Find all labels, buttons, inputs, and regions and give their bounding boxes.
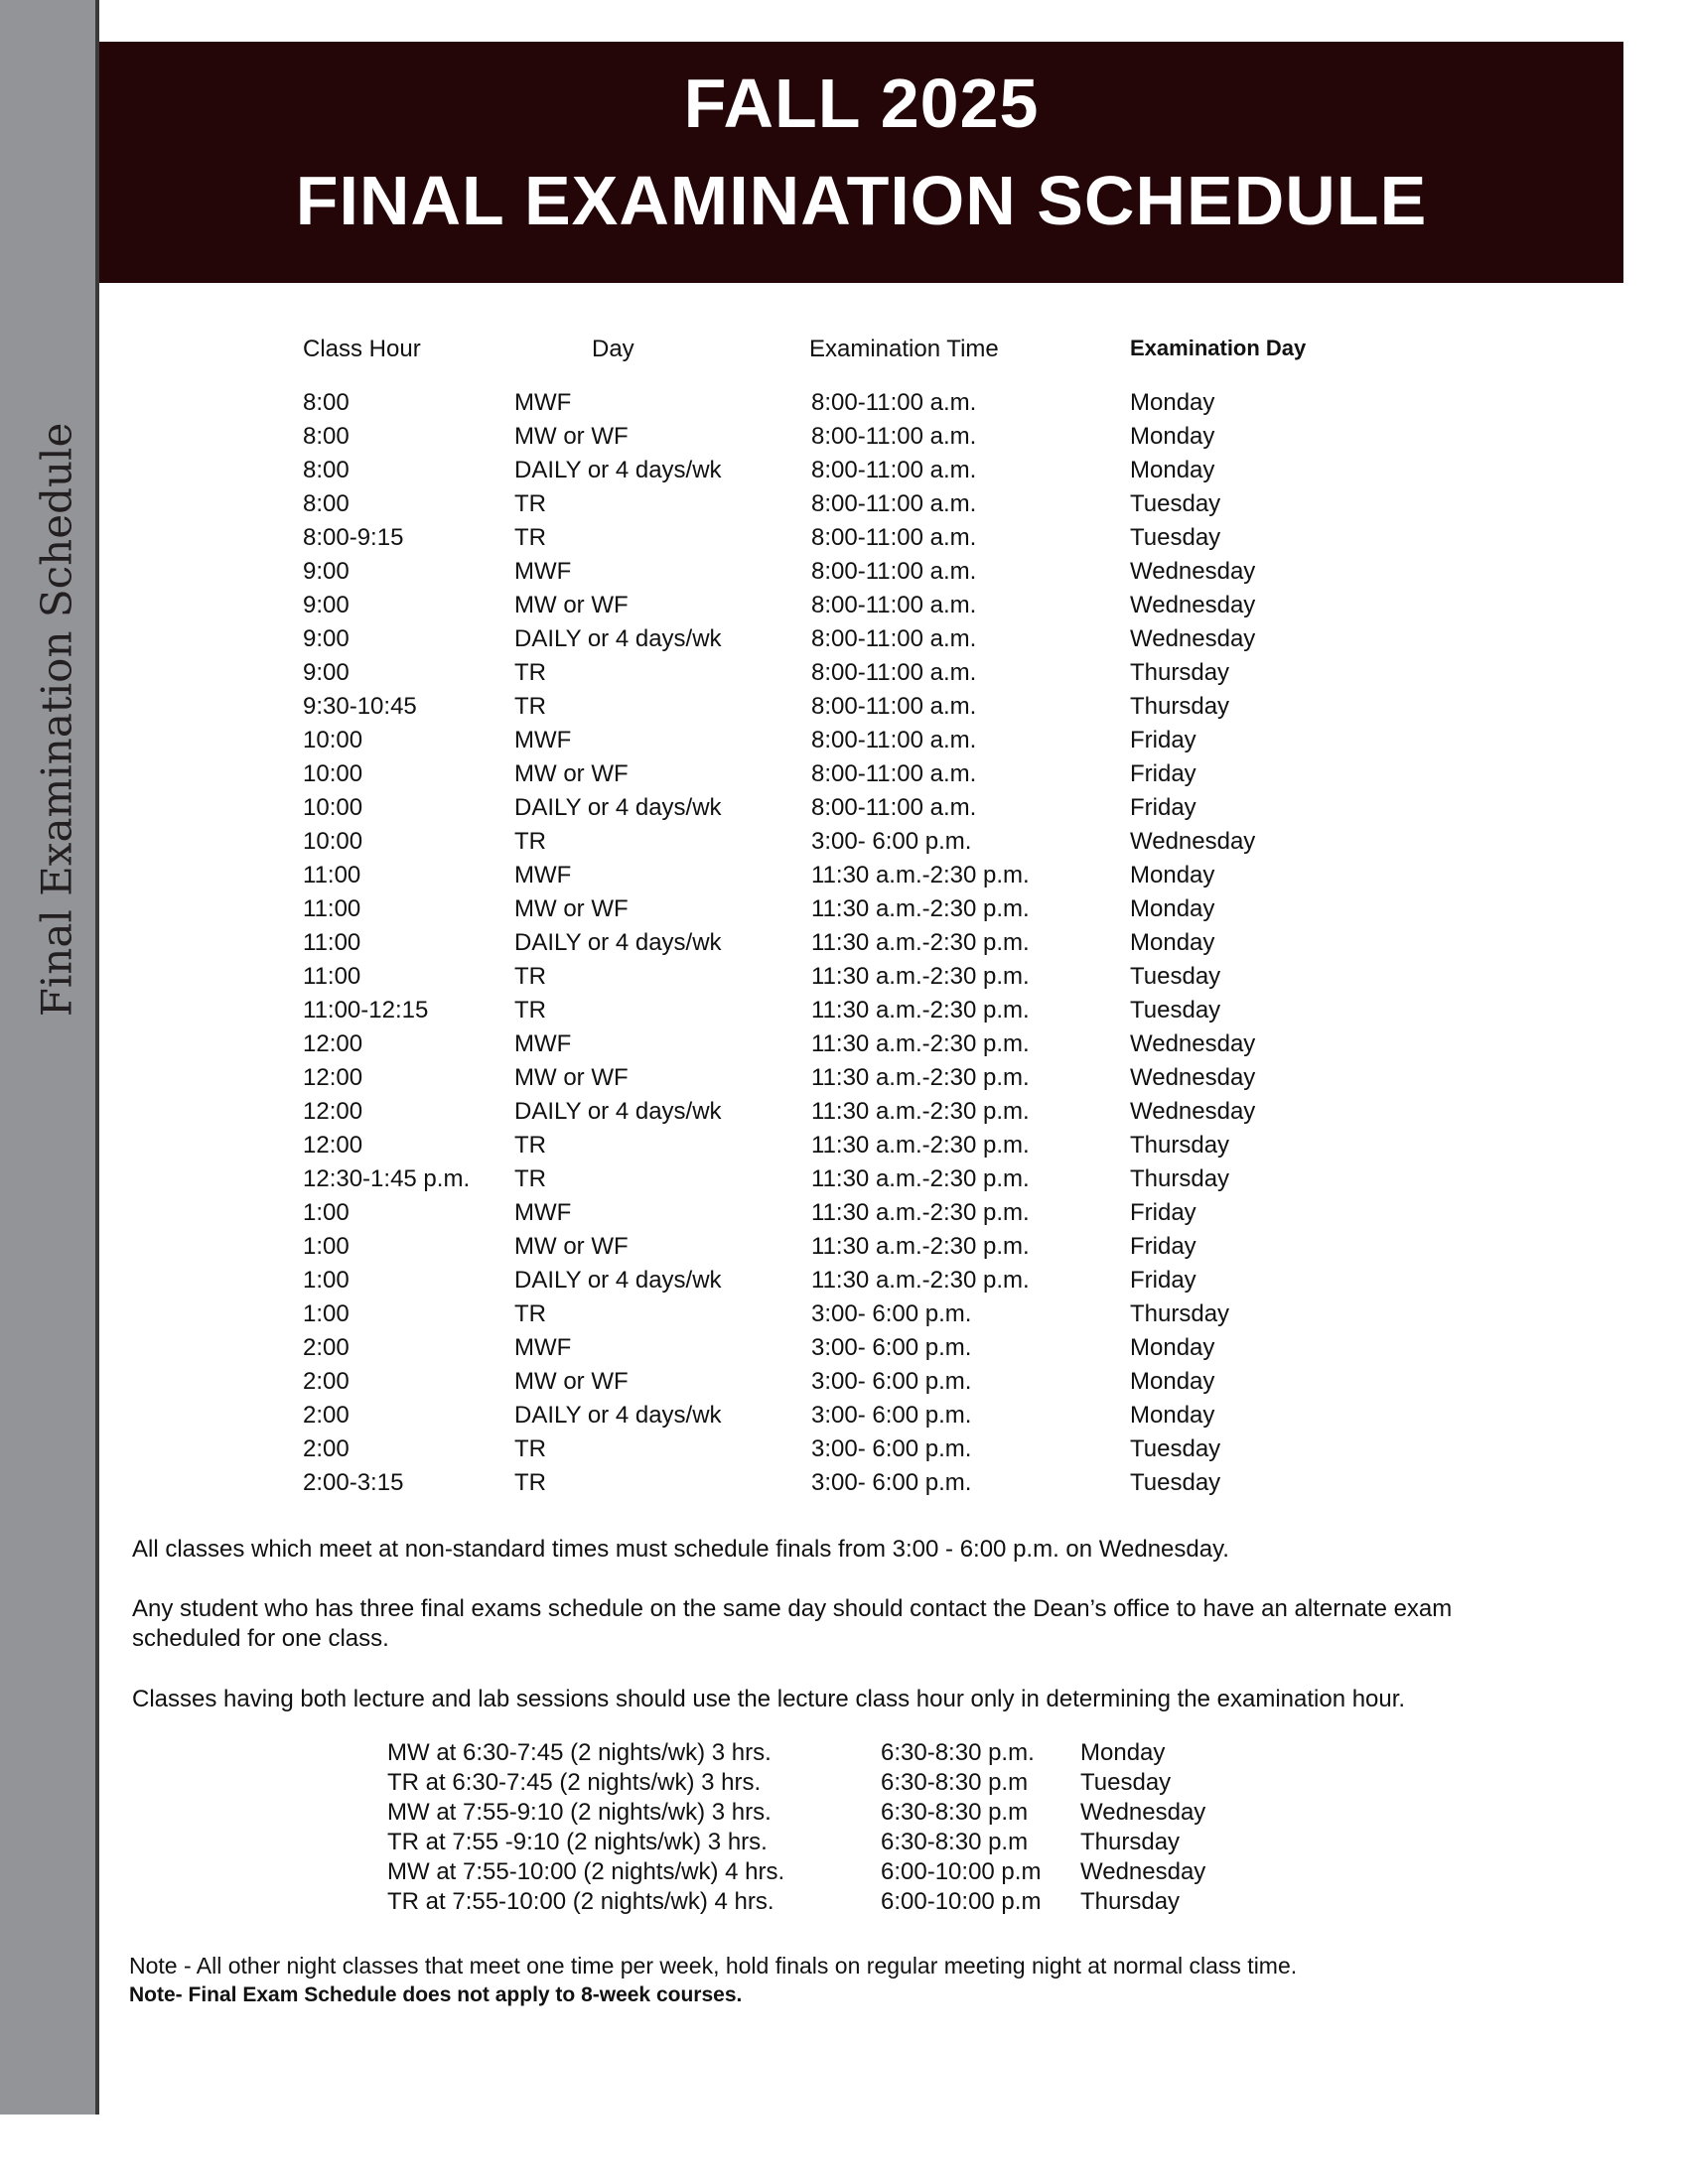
day-cell: TR xyxy=(514,1165,546,1192)
note-nonstandard: All classes which meet at non-standard times must schedule finals from 3:00 - 6:00 p.m. on Wednesday. xyxy=(132,1536,1229,1563)
class-hour-cell: 11:00 xyxy=(303,895,361,922)
header-exam-time: Examination Time xyxy=(809,336,999,362)
table-row xyxy=(0,760,1688,794)
day-cell: DAILY or 4 days/wk xyxy=(514,929,722,956)
exam-day-cell: Monday xyxy=(1130,1368,1215,1395)
night-class-cell: TR at 7:55-10:00 (2 nights/wk) 4 hrs. xyxy=(387,1888,774,1915)
page-title: FINAL EXAMINATION SCHEDULE xyxy=(295,162,1428,239)
table-row xyxy=(0,490,1688,524)
exam-day-cell: Thursday xyxy=(1130,659,1230,686)
class-hour-cell: 12:00 xyxy=(303,1098,363,1125)
table-row xyxy=(0,389,1688,423)
exam-day-cell: Monday xyxy=(1130,1334,1215,1361)
exam-time-cell: 8:00-11:00 a.m. xyxy=(811,592,977,618)
table-row xyxy=(0,659,1688,693)
exam-day-cell: Tuesday xyxy=(1130,490,1221,517)
class-hour-cell: 9:00 xyxy=(303,592,350,618)
exam-time-cell: 3:00- 6:00 p.m. xyxy=(811,1435,972,1462)
night-class-cell: MW at 6:30-7:45 (2 nights/wk) 3 hrs. xyxy=(387,1739,772,1766)
exam-time-cell: 3:00- 6:00 p.m. xyxy=(811,1334,972,1361)
exam-time-cell: 8:00-11:00 a.m. xyxy=(811,760,977,787)
exam-day-cell: Friday xyxy=(1130,1233,1196,1260)
class-hour-cell: 9:00 xyxy=(303,659,350,686)
exam-day-cell: Monday xyxy=(1130,423,1215,450)
class-hour-cell: 8:00 xyxy=(303,389,350,416)
class-hour-cell: 8:00-9:15 xyxy=(303,524,404,551)
night-row xyxy=(0,1888,1688,1918)
exam-time-cell: 8:00-11:00 a.m. xyxy=(811,693,977,720)
day-cell: DAILY or 4 days/wk xyxy=(514,457,722,483)
class-hour-cell: 11:00 xyxy=(303,862,361,888)
table-row xyxy=(0,828,1688,862)
exam-day-cell: Wednesday xyxy=(1130,1064,1256,1091)
table-row xyxy=(0,895,1688,929)
exam-day-cell: Tuesday xyxy=(1130,1435,1221,1462)
exam-day-cell: Monday xyxy=(1130,929,1215,956)
night-row xyxy=(0,1769,1688,1799)
class-hour-cell: 2:00 xyxy=(303,1334,350,1361)
table-row xyxy=(0,1030,1688,1064)
day-cell: MWF xyxy=(514,1030,572,1057)
night-row xyxy=(0,1829,1688,1858)
class-hour-cell: 1:00 xyxy=(303,1199,350,1226)
night-time-cell: 6:30-8:30 p.m. xyxy=(881,1739,1035,1766)
exam-time-cell: 11:30 a.m.-2:30 p.m. xyxy=(811,1199,1030,1226)
day-cell: MW or WF xyxy=(514,1368,629,1395)
exam-day-cell: Tuesday xyxy=(1130,963,1221,990)
night-time-cell: 6:00-10:00 p.m xyxy=(881,1888,1042,1915)
day-cell: MW or WF xyxy=(514,592,629,618)
exam-time-cell: 11:30 a.m.-2:30 p.m. xyxy=(811,895,1030,922)
night-row xyxy=(0,1799,1688,1829)
exam-time-cell: 11:30 a.m.-2:30 p.m. xyxy=(811,1267,1030,1294)
exam-day-cell: Monday xyxy=(1130,389,1215,416)
night-row xyxy=(0,1739,1688,1769)
class-hour-cell: 12:00 xyxy=(303,1064,363,1091)
exam-day-cell: Thursday xyxy=(1130,693,1230,720)
table-row xyxy=(0,1334,1688,1368)
table-row xyxy=(0,524,1688,558)
day-cell: DAILY or 4 days/wk xyxy=(514,794,722,821)
exam-time-cell: 11:30 a.m.-2:30 p.m. xyxy=(811,1132,1030,1159)
day-cell: MWF xyxy=(514,558,572,585)
exam-time-cell: 8:00-11:00 a.m. xyxy=(811,490,977,517)
class-hour-cell: 1:00 xyxy=(303,1267,350,1294)
exam-time-cell: 3:00- 6:00 p.m. xyxy=(811,1300,972,1327)
night-class-cell: MW at 7:55-9:10 (2 nights/wk) 3 hrs. xyxy=(387,1799,772,1826)
class-hour-cell: 12:00 xyxy=(303,1030,363,1057)
footer-note-8week: Note- Final Exam Schedule does not apply to 8-week courses. xyxy=(129,1983,743,2006)
exam-day-cell: Tuesday xyxy=(1130,1469,1221,1496)
night-class-cell: MW at 7:55-10:00 (2 nights/wk) 4 hrs. xyxy=(387,1858,785,1885)
page-title-term: FALL 2025 xyxy=(683,65,1040,142)
exam-day-cell: Friday xyxy=(1130,1199,1196,1226)
table-row xyxy=(0,1267,1688,1300)
day-cell: TR xyxy=(514,828,546,855)
class-hour-cell: 2:00 xyxy=(303,1402,350,1429)
day-cell: DAILY or 4 days/wk xyxy=(514,1267,722,1294)
day-cell: TR xyxy=(514,1469,546,1496)
class-hour-cell: 12:30-1:45 p.m. xyxy=(303,1165,471,1192)
exam-day-cell: Thursday xyxy=(1130,1132,1230,1159)
exam-day-cell: Thursday xyxy=(1130,1300,1230,1327)
table-row xyxy=(0,423,1688,457)
table-row xyxy=(0,794,1688,828)
exam-day-cell: Monday xyxy=(1130,457,1215,483)
class-hour-cell: 1:00 xyxy=(303,1233,350,1260)
class-hour-cell: 11:00-12:15 xyxy=(303,997,429,1024)
class-hour-cell: 8:00 xyxy=(303,457,350,483)
table-row xyxy=(0,997,1688,1030)
night-time-cell: 6:30-8:30 p.m xyxy=(881,1829,1029,1855)
night-class-cell: TR at 6:30-7:45 (2 nights/wk) 3 hrs. xyxy=(387,1769,762,1796)
table-row xyxy=(0,1132,1688,1165)
exam-day-cell: Friday xyxy=(1130,794,1196,821)
day-cell: MW or WF xyxy=(514,1233,629,1260)
table-row xyxy=(0,457,1688,490)
header-day: Day xyxy=(592,336,634,362)
class-hour-cell: 8:00 xyxy=(303,490,350,517)
table-row xyxy=(0,1165,1688,1199)
exam-time-cell: 8:00-11:00 a.m. xyxy=(811,423,977,450)
table-row xyxy=(0,625,1688,659)
class-hour-cell: 2:00 xyxy=(303,1368,350,1395)
exam-time-cell: 11:30 a.m.-2:30 p.m. xyxy=(811,997,1030,1024)
exam-time-cell: 3:00- 6:00 p.m. xyxy=(811,1469,972,1496)
note-lecture-lab: Classes having both lecture and lab sessions should use the lecture class hour only in determining the examination hour. xyxy=(132,1686,1406,1712)
exam-time-cell: 3:00- 6:00 p.m. xyxy=(811,1368,972,1395)
day-cell: TR xyxy=(514,997,546,1024)
day-cell: MWF xyxy=(514,727,572,753)
day-cell: MW or WF xyxy=(514,895,629,922)
header-class-hour: Class Hour xyxy=(303,336,421,362)
day-cell: DAILY or 4 days/wk xyxy=(514,1402,722,1429)
night-time-cell: 6:30-8:30 p.m xyxy=(881,1799,1029,1826)
day-cell: TR xyxy=(514,1132,546,1159)
exam-time-cell: 8:00-11:00 a.m. xyxy=(811,794,977,821)
exam-time-cell: 11:30 a.m.-2:30 p.m. xyxy=(811,862,1030,888)
class-hour-cell: 10:00 xyxy=(303,727,363,753)
table-row xyxy=(0,558,1688,592)
day-cell: TR xyxy=(514,963,546,990)
exam-time-cell: 11:30 a.m.-2:30 p.m. xyxy=(811,1233,1030,1260)
exam-day-cell: Friday xyxy=(1130,1267,1196,1294)
class-hour-cell: 11:00 xyxy=(303,963,361,990)
table-row xyxy=(0,1199,1688,1233)
table-row xyxy=(0,1233,1688,1267)
night-class-cell: TR at 7:55 -9:10 (2 nights/wk) 3 hrs. xyxy=(387,1829,768,1855)
exam-day-cell: Monday xyxy=(1130,1402,1215,1429)
night-day-cell: Thursday xyxy=(1080,1888,1181,1915)
table-row xyxy=(0,1300,1688,1334)
night-day-cell: Wednesday xyxy=(1080,1858,1206,1885)
day-cell: MWF xyxy=(514,862,572,888)
exam-day-cell: Friday xyxy=(1130,727,1196,753)
exam-day-cell: Monday xyxy=(1130,862,1215,888)
night-time-cell: 6:00-10:00 p.m xyxy=(881,1858,1042,1885)
exam-day-cell: Friday xyxy=(1130,760,1196,787)
class-hour-cell: 8:00 xyxy=(303,423,350,450)
footer-note-night: Note - All other night classes that meet one time per week, hold finals on regular meeting night at normal class time. xyxy=(129,1953,1298,1979)
exam-time-cell: 11:30 a.m.-2:30 p.m. xyxy=(811,1098,1030,1125)
class-hour-cell: 9:30-10:45 xyxy=(303,693,417,720)
exam-time-cell: 8:00-11:00 a.m. xyxy=(811,389,977,416)
day-cell: MWF xyxy=(514,1199,572,1226)
day-cell: TR xyxy=(514,490,546,517)
night-day-cell: Monday xyxy=(1080,1739,1166,1766)
exam-time-cell: 8:00-11:00 a.m. xyxy=(811,625,977,652)
class-hour-cell: 9:00 xyxy=(303,625,350,652)
exam-time-cell: 8:00-11:00 a.m. xyxy=(811,659,977,686)
exam-time-cell: 8:00-11:00 a.m. xyxy=(811,457,977,483)
class-hour-cell: 10:00 xyxy=(303,828,363,855)
day-cell: TR xyxy=(514,524,546,551)
exam-time-cell: 3:00- 6:00 p.m. xyxy=(811,1402,972,1429)
table-row xyxy=(0,1469,1688,1503)
table-row xyxy=(0,1402,1688,1435)
header-exam-day: Examination Day xyxy=(1130,336,1307,360)
day-cell: MW or WF xyxy=(514,423,629,450)
exam-time-cell: 8:00-11:00 a.m. xyxy=(811,727,977,753)
exam-time-cell: 8:00-11:00 a.m. xyxy=(811,558,977,585)
night-row xyxy=(0,1858,1688,1888)
table-row xyxy=(0,862,1688,895)
table-row xyxy=(0,693,1688,727)
exam-time-cell: 11:30 a.m.-2:30 p.m. xyxy=(811,1064,1030,1091)
title-banner xyxy=(99,42,1623,283)
exam-time-cell: 8:00-11:00 a.m. xyxy=(811,524,977,551)
exam-day-cell: Tuesday xyxy=(1130,524,1221,551)
day-cell: TR xyxy=(514,1435,546,1462)
exam-time-cell: 11:30 a.m.-2:30 p.m. xyxy=(811,929,1030,956)
night-day-cell: Thursday xyxy=(1080,1829,1181,1855)
exam-time-cell: 11:30 a.m.-2:30 p.m. xyxy=(811,963,1030,990)
day-cell: DAILY or 4 days/wk xyxy=(514,625,722,652)
night-time-cell: 6:30-8:30 p.m xyxy=(881,1769,1029,1796)
table-row xyxy=(0,1435,1688,1469)
table-row xyxy=(0,1064,1688,1098)
table-row xyxy=(0,727,1688,760)
class-hour-cell: 2:00 xyxy=(303,1435,350,1462)
day-cell: TR xyxy=(514,1300,546,1327)
exam-time-cell: 3:00- 6:00 p.m. xyxy=(811,828,972,855)
note-three-exams: Any student who has three final exams schedule on the same day should contact the Dean’s office to have an alternate exam scheduled for one class. xyxy=(132,1595,1453,1652)
class-hour-cell: 10:00 xyxy=(303,794,363,821)
night-day-cell: Tuesday xyxy=(1080,1769,1172,1796)
table-row xyxy=(0,929,1688,963)
exam-day-cell: Wednesday xyxy=(1130,1030,1256,1057)
table-row xyxy=(0,1368,1688,1402)
exam-day-cell: Monday xyxy=(1130,895,1215,922)
class-hour-cell: 10:00 xyxy=(303,760,363,787)
day-cell: MWF xyxy=(514,389,572,416)
class-hour-cell: 9:00 xyxy=(303,558,350,585)
class-hour-cell: 11:00 xyxy=(303,929,361,956)
day-cell: MWF xyxy=(514,1334,572,1361)
day-cell: DAILY or 4 days/wk xyxy=(514,1098,722,1125)
day-cell: MW or WF xyxy=(514,1064,629,1091)
day-cell: TR xyxy=(514,693,546,720)
exam-day-cell: Tuesday xyxy=(1130,997,1221,1024)
day-cell: TR xyxy=(514,659,546,686)
exam-day-cell: Thursday xyxy=(1130,1165,1230,1192)
sidebar-label: Final Examination Schedule xyxy=(32,422,81,1018)
exam-day-cell: Wednesday xyxy=(1130,592,1256,618)
exam-day-cell: Wednesday xyxy=(1130,828,1256,855)
exam-time-cell: 11:30 a.m.-2:30 p.m. xyxy=(811,1030,1030,1057)
exam-day-cell: Wednesday xyxy=(1130,1098,1256,1125)
exam-time-cell: 11:30 a.m.-2:30 p.m. xyxy=(811,1165,1030,1192)
day-cell: MW or WF xyxy=(514,760,629,787)
table-row xyxy=(0,592,1688,625)
class-hour-cell: 12:00 xyxy=(303,1132,363,1159)
exam-day-cell: Wednesday xyxy=(1130,625,1256,652)
class-hour-cell: 1:00 xyxy=(303,1300,350,1327)
table-row xyxy=(0,963,1688,997)
class-hour-cell: 2:00-3:15 xyxy=(303,1469,404,1496)
exam-day-cell: Wednesday xyxy=(1130,558,1256,585)
table-row xyxy=(0,1098,1688,1132)
night-day-cell: Wednesday xyxy=(1080,1799,1206,1826)
